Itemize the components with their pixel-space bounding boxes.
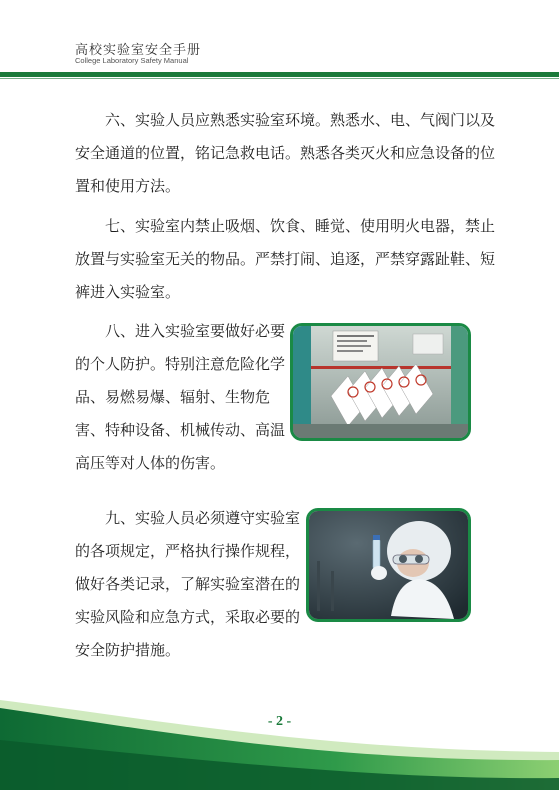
rule-six-paragraph: 六、实验人员应熟悉实验室环境。熟悉水、电、气阀门以及安全通道的位置，铭记急救电话。熟悉各类灭火和应急设备的位置和使用方法。 <box>75 111 496 195</box>
rule-nine-paragraph: 九、实验人员必须遵守实验室的各项规定，严格执行操作规程，做好各类记录，了解实验室潜在的实验风险和应急方式，采取必要的安全防护措施。 <box>75 509 301 659</box>
lab-technician-photo <box>306 508 471 622</box>
page-number: - 2 - <box>267 714 292 729</box>
safety-signs-illustration <box>293 326 468 438</box>
page-header <box>0 0 559 80</box>
lab-technician-illustration <box>309 511 468 619</box>
safety-signs-photo <box>290 323 471 441</box>
manual-title: 高校实验室安全手册 <box>75 43 202 58</box>
footer-wave-decoration <box>0 680 559 790</box>
manual-subtitle: College Laboratory Safety Manual <box>75 56 189 65</box>
header-divider-thin <box>0 78 559 79</box>
header-divider <box>0 72 559 77</box>
rule-seven-paragraph: 七、实验室内禁止吸烟、饮食、睡觉、使用明火电器，禁止放置与实验室无关的物品。严禁打闹、追逐，严禁穿露趾鞋、短裤进入实验室。 <box>75 217 496 301</box>
rule-eight-paragraph: 八、进入实验室要做好必要的个人防护。特别注意危险化学品、易燃易爆、辐射、生物危害、特种设备、机械传动、高温高压等对人体的伤害。 <box>75 322 286 472</box>
